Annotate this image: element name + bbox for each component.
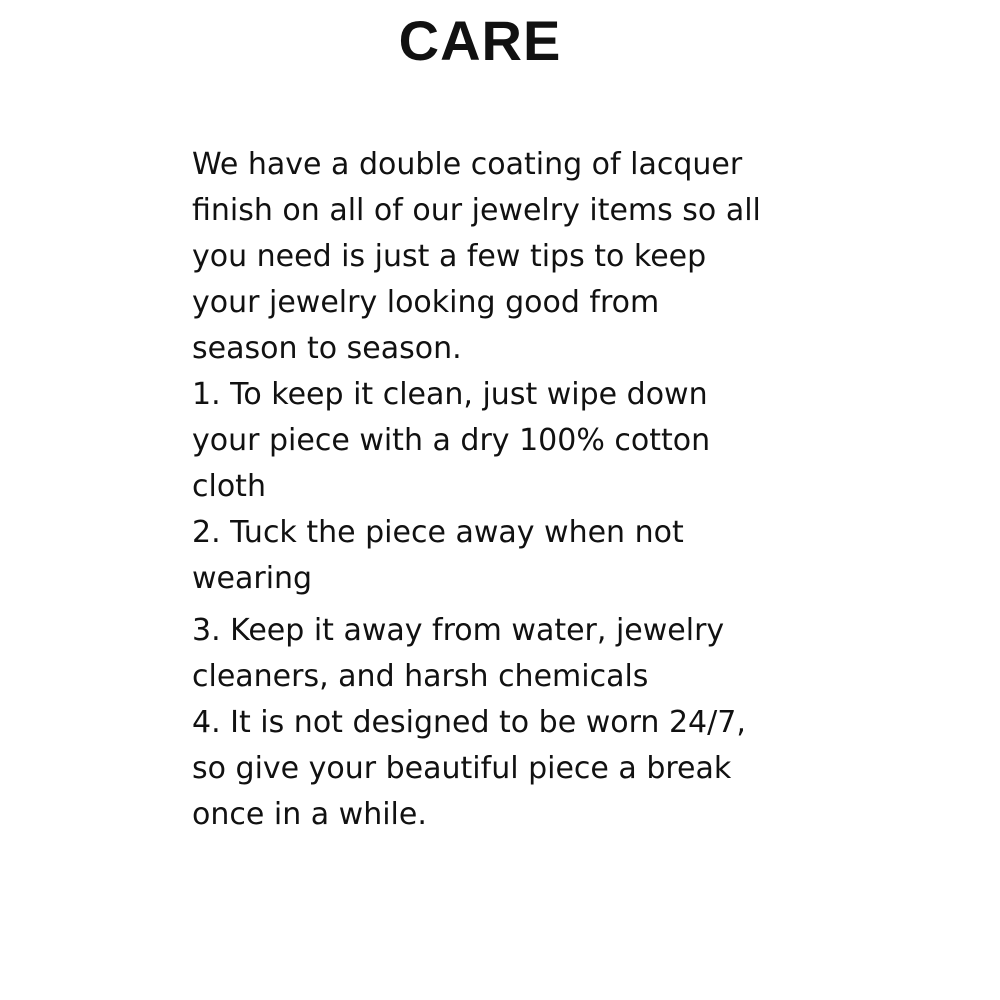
text-line: 2. Tuck the piece away when not <box>192 515 684 550</box>
text-line: 3. Keep it away from water, jewelry <box>192 613 725 648</box>
text-line: so give your beautiful piece a break <box>192 751 732 786</box>
text-line: season to season. <box>192 331 462 366</box>
tip-2 <box>192 510 852 602</box>
page-title: CARE <box>398 9 562 72</box>
text-line: once in a while. <box>192 797 427 832</box>
text-line: cloth <box>192 469 266 504</box>
text-line: cleaners, and harsh chemicals <box>192 659 649 694</box>
tip-3 <box>192 608 852 700</box>
tip-1 <box>192 372 852 510</box>
text-line: We have a double coating of lacquer <box>192 147 743 182</box>
text-line: wearing <box>192 561 313 596</box>
care-instructions <box>192 142 852 838</box>
tip-4 <box>192 700 852 838</box>
text-line: 4. It is not designed to be worn 24/7, <box>192 705 746 740</box>
text-line: your piece with a dry 100% cotton <box>192 423 711 458</box>
text-line: you need is just a few tips to keep <box>192 239 707 274</box>
intro-paragraph <box>192 142 852 372</box>
text-line: your jewelry looking good from <box>192 285 660 320</box>
text-line: finish on all of our jewelry items so all <box>192 193 761 228</box>
text-line: 1. To keep it clean, just wipe down <box>192 377 708 412</box>
